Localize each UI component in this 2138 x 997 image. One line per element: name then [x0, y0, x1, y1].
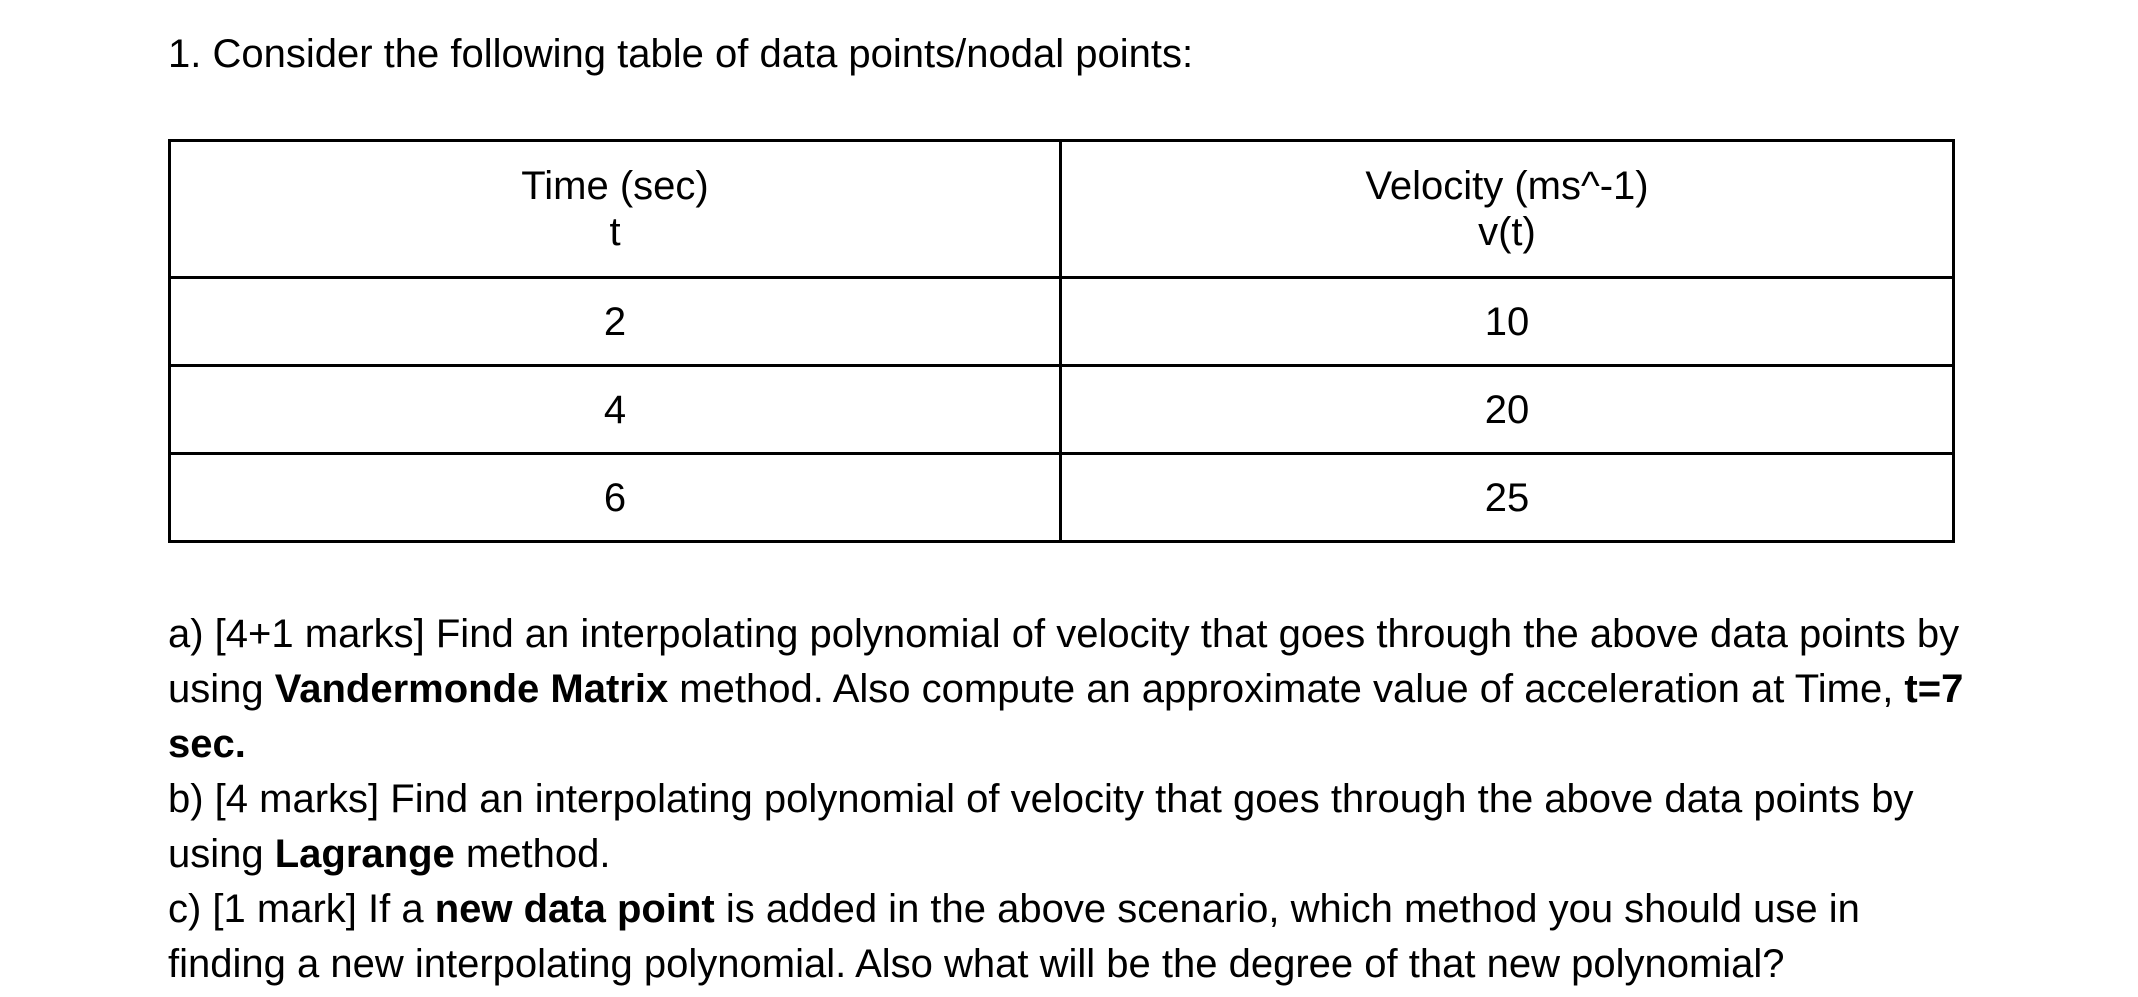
part-b-text-1: b) [4 marks] Find an interpolating polynomial of velocity that goes through the above data points by using [168, 777, 1914, 876]
header-velocity [1061, 141, 1954, 278]
part-a-bold-1: Vandermonde Matrix [274, 667, 669, 711]
table-row [170, 278, 1954, 366]
time-cell: 2 [170, 278, 1061, 366]
question-parts [168, 607, 1968, 992]
part-a-bold-2: t=7 sec. [168, 667, 1964, 766]
time-cell: 4 [170, 366, 1061, 454]
header-time-label: Time (sec) [521, 164, 709, 208]
header-time [170, 141, 1061, 278]
part-a [168, 607, 1968, 772]
question-heading: 1. Consider the following table of data points/nodal points: [168, 32, 1194, 76]
header-time-symbol: t [609, 210, 621, 254]
velocity-cell: 10 [1061, 278, 1954, 366]
part-c-text-2: is added in the above scenario, which method you should use in finding a new interpolating polynomial. Also what will be the degree of that new polynomial? [168, 887, 1860, 986]
header-velocity-symbol: v(t) [1478, 210, 1536, 254]
velocity-cell: 20 [1061, 366, 1954, 454]
part-c [168, 882, 1968, 992]
table-row [170, 454, 1954, 542]
time-cell: 6 [170, 454, 1061, 542]
part-a-text-1: a) [4+1 marks] Find an interpolating polynomial of velocity that goes through the above data points by using [168, 612, 1960, 711]
header-velocity-label: Velocity (ms^-1) [1365, 164, 1649, 208]
part-a-text-2: method. Also compute an approximate value of acceleration at Time, [668, 667, 1905, 711]
part-b-text-2: method. [454, 832, 611, 876]
part-c-text-1: c) [1 mark] If a [168, 887, 435, 931]
part-b [168, 772, 1968, 882]
data-points-table [168, 139, 1955, 543]
part-c-bold-1: new data point [434, 887, 715, 931]
table-row [170, 366, 1954, 454]
velocity-cell: 25 [1061, 454, 1954, 542]
part-b-bold-1: Lagrange [274, 832, 455, 876]
table-header-row [170, 141, 1954, 278]
